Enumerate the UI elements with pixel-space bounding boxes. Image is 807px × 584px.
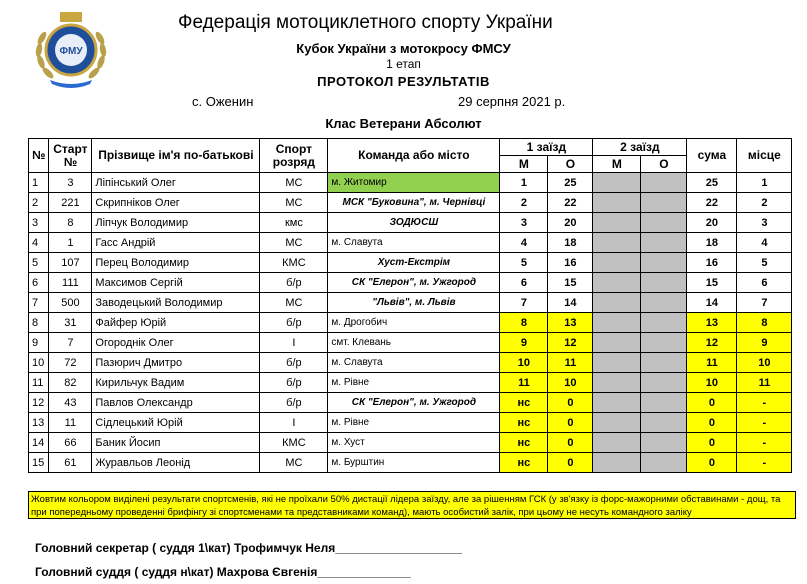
header-row-1 bbox=[29, 139, 792, 156]
start-number: 43 bbox=[49, 393, 92, 413]
start-number: 11 bbox=[49, 413, 92, 433]
sport-rank: б/р bbox=[260, 313, 328, 333]
race2-position bbox=[593, 273, 641, 293]
race2-position bbox=[593, 393, 641, 413]
race2-points bbox=[641, 373, 687, 393]
race1-position: 9 bbox=[500, 333, 548, 353]
start-number: 107 bbox=[49, 253, 92, 273]
race1-points: 18 bbox=[548, 233, 593, 253]
stage-title: 1 етап bbox=[386, 57, 421, 71]
total-sum: 15 bbox=[687, 273, 737, 293]
race1-position: нс bbox=[500, 433, 548, 453]
table-row bbox=[29, 413, 792, 433]
rider-name: Пазюрич Дмитро bbox=[92, 353, 260, 373]
total-sum: 11 bbox=[687, 353, 737, 373]
race2-points bbox=[641, 213, 687, 233]
svg-text:ФМУ: ФМУ bbox=[59, 46, 83, 57]
col-rank: Спорт розряд bbox=[260, 139, 328, 173]
total-sum: 0 bbox=[687, 393, 737, 413]
table-row bbox=[29, 233, 792, 253]
table-row bbox=[29, 213, 792, 233]
col-o1: О bbox=[548, 156, 593, 173]
race2-position bbox=[593, 433, 641, 453]
col-race1: 1 заїзд bbox=[500, 139, 593, 156]
row-number: 9 bbox=[29, 333, 49, 353]
col-name: Прізвище ім'я по-батькові bbox=[92, 139, 260, 173]
sport-rank: І bbox=[260, 413, 328, 433]
race1-position: 8 bbox=[500, 313, 548, 333]
race1-position: нс bbox=[500, 453, 548, 473]
col-m2: М bbox=[593, 156, 641, 173]
team-city: смт. Клевань bbox=[328, 333, 500, 353]
race2-position bbox=[593, 373, 641, 393]
table-row bbox=[29, 313, 792, 333]
chief-secretary-signature: Головний секретар ( суддя 1\кат) Трофимчук Неля___________________ bbox=[35, 541, 463, 555]
col-team: Команда або місто bbox=[328, 139, 500, 173]
race2-points bbox=[641, 273, 687, 293]
start-number: 61 bbox=[49, 453, 92, 473]
total-sum: 0 bbox=[687, 453, 737, 473]
col-place: місце bbox=[737, 139, 792, 173]
row-number: 8 bbox=[29, 313, 49, 333]
col-o2: О bbox=[641, 156, 687, 173]
highlight-note: Жовтим кольором виділені результати спортсменів, які не проїхали 50% дистації лідера заїзду, але за рішенням ГСК (у зв'язку із форс-мажорними обставинами - дощ, та при попередньому проведенні брифінгу зі спортсменами та представниками команд), мають особистий залік, при цьому не несуть командного заліку bbox=[28, 491, 796, 519]
rider-name: Перец Володимир bbox=[92, 253, 260, 273]
race2-position bbox=[593, 333, 641, 353]
total-sum: 18 bbox=[687, 233, 737, 253]
team-city: СК "Елерон", м. Ужгород bbox=[328, 273, 500, 293]
race2-position bbox=[593, 193, 641, 213]
start-number: 1 bbox=[49, 233, 92, 253]
row-number: 6 bbox=[29, 273, 49, 293]
row-number: 14 bbox=[29, 433, 49, 453]
total-sum: 16 bbox=[687, 253, 737, 273]
race1-points: 22 bbox=[548, 193, 593, 213]
race2-points bbox=[641, 393, 687, 413]
final-place: 11 bbox=[737, 373, 792, 393]
race2-position bbox=[593, 173, 641, 193]
total-sum: 14 bbox=[687, 293, 737, 313]
race2-position bbox=[593, 453, 641, 473]
table-row bbox=[29, 353, 792, 373]
event-date: 29 серпня 2021 р. bbox=[458, 94, 566, 109]
start-number: 66 bbox=[49, 433, 92, 453]
row-number: 1 bbox=[29, 173, 49, 193]
race1-points: 20 bbox=[548, 213, 593, 233]
row-number: 7 bbox=[29, 293, 49, 313]
rider-name: Файфер Юрій bbox=[92, 313, 260, 333]
sport-rank: б/р bbox=[260, 373, 328, 393]
race1-position: 4 bbox=[500, 233, 548, 253]
final-place: - bbox=[737, 393, 792, 413]
row-number: 13 bbox=[29, 413, 49, 433]
table-row bbox=[29, 293, 792, 313]
start-number: 31 bbox=[49, 313, 92, 333]
team-city: м. Дрогобич bbox=[328, 313, 500, 333]
race2-points bbox=[641, 413, 687, 433]
race1-points: 12 bbox=[548, 333, 593, 353]
start-number: 82 bbox=[49, 373, 92, 393]
row-number: 10 bbox=[29, 353, 49, 373]
team-city: ЗОДЮСШ bbox=[328, 213, 500, 233]
federation-title: Федерація мотоциклетного спорту України bbox=[178, 12, 553, 33]
total-sum: 0 bbox=[687, 413, 737, 433]
event-place: с. Оженин bbox=[192, 94, 254, 109]
race2-position bbox=[593, 233, 641, 253]
start-number: 111 bbox=[49, 273, 92, 293]
start-number: 221 bbox=[49, 193, 92, 213]
sport-rank: б/р bbox=[260, 353, 328, 373]
table-row bbox=[29, 333, 792, 353]
results-table bbox=[28, 138, 792, 473]
team-city: МСК "Буковина", м. Чернівці bbox=[328, 193, 500, 213]
race1-position: 5 bbox=[500, 253, 548, 273]
row-number: 12 bbox=[29, 393, 49, 413]
rider-name: Ліпінський Олег bbox=[92, 173, 260, 193]
table-row bbox=[29, 373, 792, 393]
row-number: 11 bbox=[29, 373, 49, 393]
sport-rank: б/р bbox=[260, 273, 328, 293]
col-race2: 2 заїзд bbox=[593, 139, 687, 156]
final-place: 9 bbox=[737, 333, 792, 353]
sport-rank: МС bbox=[260, 453, 328, 473]
final-place: 3 bbox=[737, 213, 792, 233]
rider-name: Заводецький Володимир bbox=[92, 293, 260, 313]
race1-position: 6 bbox=[500, 273, 548, 293]
total-sum: 10 bbox=[687, 373, 737, 393]
race2-points bbox=[641, 333, 687, 353]
sport-rank: І bbox=[260, 333, 328, 353]
final-place: 6 bbox=[737, 273, 792, 293]
class-title: Клас Ветерани Абсолют bbox=[325, 116, 482, 131]
rider-name: Скрипніков Олег bbox=[92, 193, 260, 213]
race2-position bbox=[593, 293, 641, 313]
table-row bbox=[29, 273, 792, 293]
row-number: 3 bbox=[29, 213, 49, 233]
team-city: "Львів", м. Львів bbox=[328, 293, 500, 313]
rider-name: Ліпчук Володимир bbox=[92, 213, 260, 233]
row-number: 2 bbox=[29, 193, 49, 213]
race1-position: 11 bbox=[500, 373, 548, 393]
rider-name: Павлов Олександр bbox=[92, 393, 260, 413]
start-number: 500 bbox=[49, 293, 92, 313]
final-place: 8 bbox=[737, 313, 792, 333]
col-m1: М bbox=[500, 156, 548, 173]
race2-points bbox=[641, 313, 687, 333]
final-place: - bbox=[737, 453, 792, 473]
final-place: 10 bbox=[737, 353, 792, 373]
start-number: 7 bbox=[49, 333, 92, 353]
sport-rank: МС bbox=[260, 293, 328, 313]
total-sum: 20 bbox=[687, 213, 737, 233]
table-row bbox=[29, 393, 792, 413]
rider-name: Журавльов Леонід bbox=[92, 453, 260, 473]
race2-points bbox=[641, 433, 687, 453]
race2-points bbox=[641, 453, 687, 473]
table-row bbox=[29, 433, 792, 453]
rider-name: Огороднік Олег bbox=[92, 333, 260, 353]
team-city: Хуст-Екстрім bbox=[328, 253, 500, 273]
race1-points: 25 bbox=[548, 173, 593, 193]
team-city: м. Хуст bbox=[328, 433, 500, 453]
start-number: 72 bbox=[49, 353, 92, 373]
race1-points: 0 bbox=[548, 413, 593, 433]
final-place: 5 bbox=[737, 253, 792, 273]
race2-points bbox=[641, 353, 687, 373]
total-sum: 25 bbox=[687, 173, 737, 193]
team-city: СК "Елерон", м. Ужгород bbox=[328, 393, 500, 413]
race1-points: 13 bbox=[548, 313, 593, 333]
cup-title: Кубок України з мотокросу ФМСУ bbox=[296, 41, 511, 56]
col-sum: сума bbox=[687, 139, 737, 173]
protocol-title: ПРОТОКОЛ РЕЗУЛЬТАТІВ bbox=[317, 74, 490, 89]
race2-position bbox=[593, 413, 641, 433]
race1-points: 0 bbox=[548, 433, 593, 453]
race1-position: нс bbox=[500, 393, 548, 413]
race1-position: 7 bbox=[500, 293, 548, 313]
sport-rank: МС bbox=[260, 173, 328, 193]
race1-position: 10 bbox=[500, 353, 548, 373]
final-place: 1 bbox=[737, 173, 792, 193]
rider-name: Сідлецький Юрій bbox=[92, 413, 260, 433]
team-city: м. Рівне bbox=[328, 413, 500, 433]
row-number: 15 bbox=[29, 453, 49, 473]
race1-position: 1 bbox=[500, 173, 548, 193]
table-row bbox=[29, 173, 792, 193]
race2-points bbox=[641, 253, 687, 273]
race2-points bbox=[641, 293, 687, 313]
team-city: м. Славута bbox=[328, 353, 500, 373]
race1-points: 14 bbox=[548, 293, 593, 313]
sport-rank: КМС bbox=[260, 253, 328, 273]
team-city: м. Славута bbox=[328, 233, 500, 253]
race2-points bbox=[641, 233, 687, 253]
team-city: м. Житомир bbox=[328, 173, 500, 193]
table-row bbox=[29, 193, 792, 213]
race2-position bbox=[593, 213, 641, 233]
final-place: 2 bbox=[737, 193, 792, 213]
race2-position bbox=[593, 313, 641, 333]
sport-rank: б/р bbox=[260, 393, 328, 413]
race1-points: 0 bbox=[548, 453, 593, 473]
team-city: м. Рівне bbox=[328, 373, 500, 393]
table-row bbox=[29, 453, 792, 473]
row-number: 4 bbox=[29, 233, 49, 253]
table-row bbox=[29, 253, 792, 273]
total-sum: 22 bbox=[687, 193, 737, 213]
race2-position bbox=[593, 253, 641, 273]
race1-position: 2 bbox=[500, 193, 548, 213]
row-number: 5 bbox=[29, 253, 49, 273]
start-number: 3 bbox=[49, 173, 92, 193]
final-place: - bbox=[737, 413, 792, 433]
rider-name: Баник Йосип bbox=[92, 433, 260, 453]
col-start: Старт № bbox=[49, 139, 92, 173]
race1-points: 10 bbox=[548, 373, 593, 393]
final-place: - bbox=[737, 433, 792, 453]
rider-name: Гасс Андрій bbox=[92, 233, 260, 253]
race2-points bbox=[641, 173, 687, 193]
race1-points: 0 bbox=[548, 393, 593, 413]
total-sum: 13 bbox=[687, 313, 737, 333]
rider-name: Максимов Сергій bbox=[92, 273, 260, 293]
col-num: № bbox=[29, 139, 49, 173]
final-place: 7 bbox=[737, 293, 792, 313]
total-sum: 12 bbox=[687, 333, 737, 353]
sport-rank: кмс bbox=[260, 213, 328, 233]
sport-rank: КМС bbox=[260, 433, 328, 453]
race2-position bbox=[593, 353, 641, 373]
race1-position: 3 bbox=[500, 213, 548, 233]
final-place: 4 bbox=[737, 233, 792, 253]
race2-points bbox=[641, 193, 687, 213]
chief-judge-signature: Головний суддя ( суддя н\кат) Махрова Євгенія______________ bbox=[35, 565, 411, 579]
sport-rank: МС bbox=[260, 233, 328, 253]
team-city: м. Бурштин bbox=[328, 453, 500, 473]
rider-name: Кирильчук Вадим bbox=[92, 373, 260, 393]
race1-position: нс bbox=[500, 413, 548, 433]
race1-points: 11 bbox=[548, 353, 593, 373]
race1-points: 16 bbox=[548, 253, 593, 273]
race1-points: 15 bbox=[548, 273, 593, 293]
total-sum: 0 bbox=[687, 433, 737, 453]
start-number: 8 bbox=[49, 213, 92, 233]
sport-rank: МС bbox=[260, 193, 328, 213]
